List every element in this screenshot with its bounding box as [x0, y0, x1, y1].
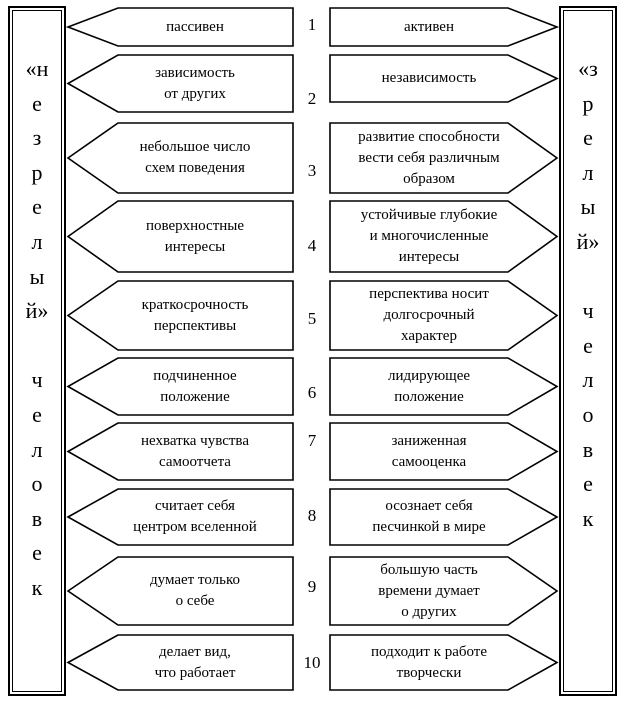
- row-number: 2: [307, 89, 317, 108]
- mature-trait-text: устойчивые глубокие и многочисленные интересы: [360, 207, 498, 265]
- left_letters-letter: й»: [25, 298, 49, 324]
- immature-trait-text: думает только о себе: [150, 572, 240, 609]
- mature-trait-text: лидирующее положение: [387, 367, 471, 405]
- immature-trait-text: нехватка чувства самоотчета: [141, 432, 249, 470]
- right_letters-letter: к: [582, 505, 594, 531]
- mature-trait-text: подходит к работе творчески: [370, 643, 488, 681]
- immature-trait-text: пассивен: [166, 18, 224, 35]
- mature-trait-text: независимость: [381, 70, 477, 86]
- right_letters-letter: ч: [582, 298, 594, 324]
- left_letters-letter: р: [31, 159, 43, 185]
- left_letters-letter: ы: [29, 263, 45, 289]
- row-number: 4: [307, 236, 317, 255]
- right_letters-letter: й»: [576, 229, 600, 254]
- left_letters-letter: о: [31, 471, 43, 497]
- row-number: 5: [307, 309, 317, 328]
- immature-trait-text: считает себя центром вселенной: [133, 498, 257, 535]
- mature-trait-text: развитие способности вести себя различным образом: [358, 128, 500, 187]
- left_letters-letter: к: [31, 575, 43, 600]
- immature-trait-text: зависимость от других: [155, 64, 235, 102]
- immature-trait-text: делает вид, что работает: [154, 643, 236, 681]
- mature-trait-text: заниженная самооценка: [391, 432, 467, 470]
- row-number: 10: [303, 653, 321, 672]
- mature-trait-text: активен: [403, 18, 454, 35]
- row-number: 3: [307, 161, 317, 180]
- right_letters-letter: о: [582, 402, 594, 427]
- right_letters-letter: л: [582, 367, 594, 393]
- left_letters-letter: в: [31, 505, 43, 531]
- right_letters-letter: р: [582, 90, 594, 116]
- row-number: 7: [307, 431, 317, 450]
- immature-trait-text: подчиненное положение: [153, 367, 237, 405]
- right_letters-letter: е: [583, 471, 593, 497]
- left_letters-letter: е: [32, 402, 42, 427]
- left_letters-letter: л: [31, 436, 43, 462]
- row-number: 9: [307, 577, 317, 596]
- right_letters-letter: е: [583, 125, 593, 151]
- right_letters-letter: л: [582, 159, 594, 185]
- left_letters-letter: е: [32, 194, 42, 220]
- mature-trait-text: перспектива носит долгосрочный характер: [369, 286, 489, 344]
- immature-trait-text: небольшое число схем поведения: [139, 139, 251, 176]
- right_letters-letter: «з: [578, 56, 598, 81]
- left_letters-letter: л: [31, 229, 43, 254]
- immature-trait-text: краткосрочность перспективы: [141, 296, 249, 334]
- mature-trait-text: большую часть времени думает о других: [378, 561, 480, 620]
- row-number: 8: [307, 506, 317, 525]
- right_letters-letter: е: [583, 332, 593, 358]
- left_letters-letter: «н: [25, 56, 49, 81]
- left_letters-letter: з: [32, 125, 42, 151]
- right_letters-letter: в: [582, 436, 594, 462]
- left_letters-letter: ч: [31, 367, 43, 393]
- left_letters-letter: е: [32, 90, 42, 116]
- left_letters-letter: е: [32, 540, 42, 566]
- row-number: 6: [307, 383, 317, 402]
- right_letters-letter: ы: [580, 194, 596, 220]
- row-number: 1: [307, 15, 317, 34]
- immature-trait-text: поверхностные интересы: [145, 217, 245, 255]
- mature-trait-text: осознает себя песчинкой в мире: [372, 498, 486, 535]
